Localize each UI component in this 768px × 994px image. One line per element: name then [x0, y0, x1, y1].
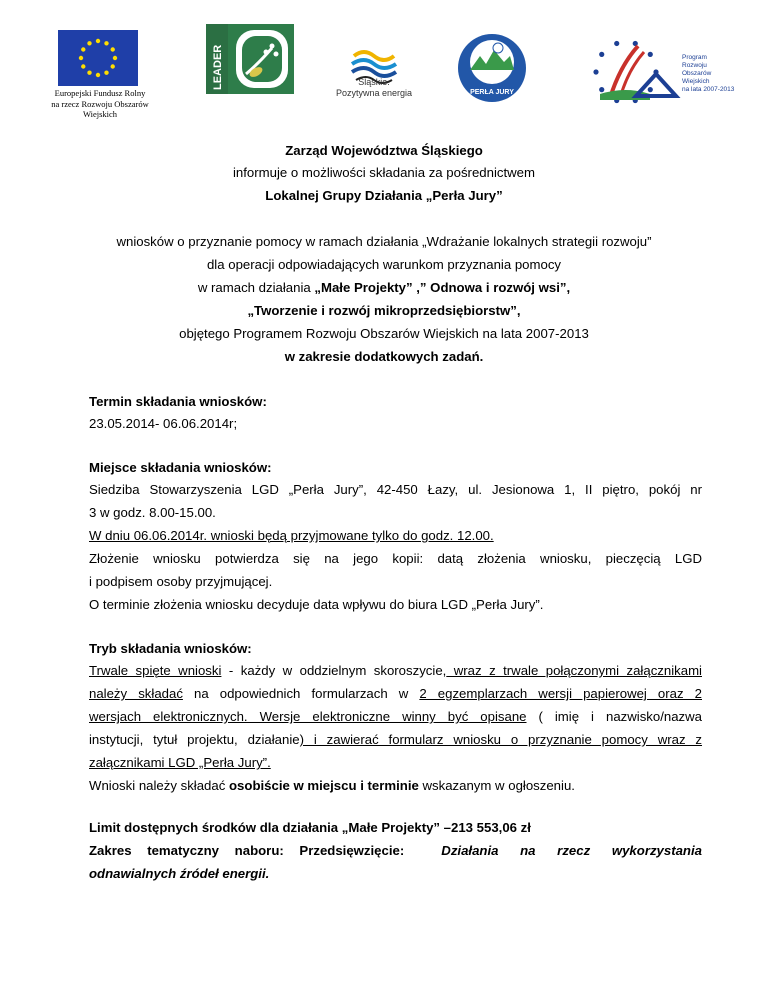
zakres-line-1 — [89, 843, 702, 858]
intro-line-2: dla operacji odpowiadających warunkom przyznania pomocy — [206, 257, 562, 272]
leader-logo-icon — [206, 24, 294, 94]
intro-line-5: objętego Programem Rozwoju Obszarów Wiejskich na lata 2007-2013 — [179, 326, 589, 341]
miejsce-line-2: 3 w godz. 8.00-15.00. — [89, 505, 216, 520]
star-icon — [111, 64, 115, 68]
tryb-l1-a: Trwale spięte wnioski — [89, 663, 222, 678]
termin-heading: Termin składania wniosków: — [89, 394, 267, 409]
prow-line-1: Program — [682, 54, 707, 61]
tryb-line-5: załącznikami LGD „Perła Jury”. — [89, 755, 271, 770]
perla-bottom-text: PERŁA JURY — [470, 89, 514, 96]
tryb-l4-a: instytucji, tytuł projektu, działanie — [89, 732, 300, 747]
star-icon — [79, 56, 83, 60]
limit-line: Limit dostępnych środków dla działania „Małe Projekty” –213 553,06 zł — [89, 820, 531, 835]
miejsce-line-3: W dniu 06.06.2014r. wnioski będą przyjmowane tylko do godz. 12.00. — [89, 528, 494, 543]
tryb-line-1 — [89, 663, 702, 678]
zakres-label: Zakres tematyczny naboru: Przedsięwzięcie: — [89, 843, 405, 858]
intro-line-3 — [0, 280, 768, 295]
eu-fund-caption — [40, 88, 160, 120]
intro-line-3-bold: „Małe Projekty” ,” Odnowa i rozwój wsi”, — [314, 280, 571, 295]
tryb-l4-b: ) i zawierać formularz wniosku o przyznanie pomocy wraz z — [299, 732, 703, 747]
star-icon — [599, 52, 604, 57]
tryb-l3-a: wersjach elektronicznych. Wersje elektroniczne winny być opisane — [89, 709, 527, 724]
slaskie-caption — [326, 77, 422, 99]
star-icon — [87, 71, 91, 75]
logo-bar — [0, 0, 768, 130]
tryb-l1-c: wraz z trwale połączonymi załącznikami — [446, 663, 702, 678]
miejsce-line-4: Złożenie wniosku potwierdza się na jego kopii: datą złożenia wniosku, pieczęcią LGD — [89, 551, 702, 566]
eu-caption-line1: Europejski Fundusz Rolny — [54, 88, 146, 98]
tryb-l2-b: na odpowiednich formularzach w — [182, 686, 420, 701]
miejsce-heading: Miejsce składania wniosków: — [89, 460, 272, 475]
star-icon — [81, 64, 85, 68]
termin-value: 23.05.2014- 06.06.2014r; — [89, 416, 238, 431]
eu-flag-icon — [58, 30, 138, 86]
header-line-3: Lokalnej Grupy Działania „Perła Jury” — [265, 188, 503, 203]
star-icon — [648, 52, 653, 57]
tryb-l2-c: 2 egzemplarzach wersji papierowej oraz 2 — [419, 686, 702, 701]
star-icon — [104, 41, 108, 45]
tryb-l6-a: Wnioski należy składać — [89, 778, 229, 793]
intro-line-1: wniosków o przyznanie pomocy w ramach działania „Wdrażanie lokalnych strategii rozwoju” — [116, 234, 652, 249]
miejsce-line-5: i podpisem osoby przyjmującej. — [89, 574, 273, 589]
header-line-1: Zarząd Województwa Śląskiego — [285, 143, 483, 158]
star-icon — [599, 87, 604, 92]
tryb-line-2 — [89, 686, 702, 701]
zakres-value-line-1: Działania na rzecz wykorzystania — [441, 843, 702, 858]
tryb-line-3 — [89, 709, 702, 724]
tryb-heading: Tryb składania wniosków: — [89, 641, 252, 656]
prow-line-3: Obszarów — [682, 70, 712, 77]
intro-line-3-plain: w ramach działania — [197, 280, 315, 295]
star-icon — [96, 73, 100, 77]
perla-jury-logo-icon — [452, 32, 532, 104]
star-icon — [87, 41, 91, 45]
star-icon — [593, 69, 598, 74]
eu-caption-line2: na rzecz Rozwoju Obszarów Wiejskich — [51, 98, 149, 119]
intro-line-4: „Tworzenie i rozwój mikroprzedsiębiorstw”, — [247, 303, 521, 318]
tryb-l1-b: - każdy w oddzielnym skoroszycie, — [221, 663, 447, 678]
slaskie-line2: Pozytywna energia — [335, 88, 413, 98]
star-icon — [81, 47, 85, 51]
star-icon — [648, 87, 653, 92]
header-line-2: informuje o możliwości składania za pośrednictwem — [233, 165, 535, 180]
tryb-l6-b: osobiście w miejscu i terminie — [229, 778, 419, 793]
star-icon — [96, 39, 100, 43]
tryb-line-4 — [89, 732, 702, 747]
tryb-line-6 — [89, 778, 702, 793]
miejsce-line-6: O terminie złożenia wniosku decyduje data wpływu do biura LGD „Perła Jury”. — [89, 597, 544, 612]
star-icon — [104, 71, 108, 75]
tryb-l2-a: należy składać — [89, 686, 183, 701]
prow-line-5: na lata 2007-2013 — [682, 86, 735, 93]
star-icon — [113, 56, 117, 60]
leader-text: LEADER — [212, 44, 224, 90]
zakres-value-line-2: odnawialnych źródeł energii. — [89, 866, 270, 881]
star-icon — [111, 47, 115, 51]
intro-line-6: w zakresie dodatkowych zadań. — [284, 349, 484, 364]
slaskie-line1: Śląskie. — [358, 77, 390, 87]
prow-line-2: Rozwoju — [682, 62, 707, 69]
miejsce-line-1: Siedziba Stowarzyszenia LGD „Perła Jury”, 42-450 Łazy, ul. Jesionowa 1, II piętro, pokój nr — [89, 482, 702, 497]
prow-line-4: Wiejskich — [682, 78, 710, 85]
tryb-l6-c: wskazanym w ogłoszeniu. — [418, 778, 575, 793]
tryb-l3-b: ( imię i nazwisko/nazwa — [526, 709, 703, 724]
perla-top-text: LGD — [484, 77, 500, 84]
star-icon — [614, 41, 619, 46]
